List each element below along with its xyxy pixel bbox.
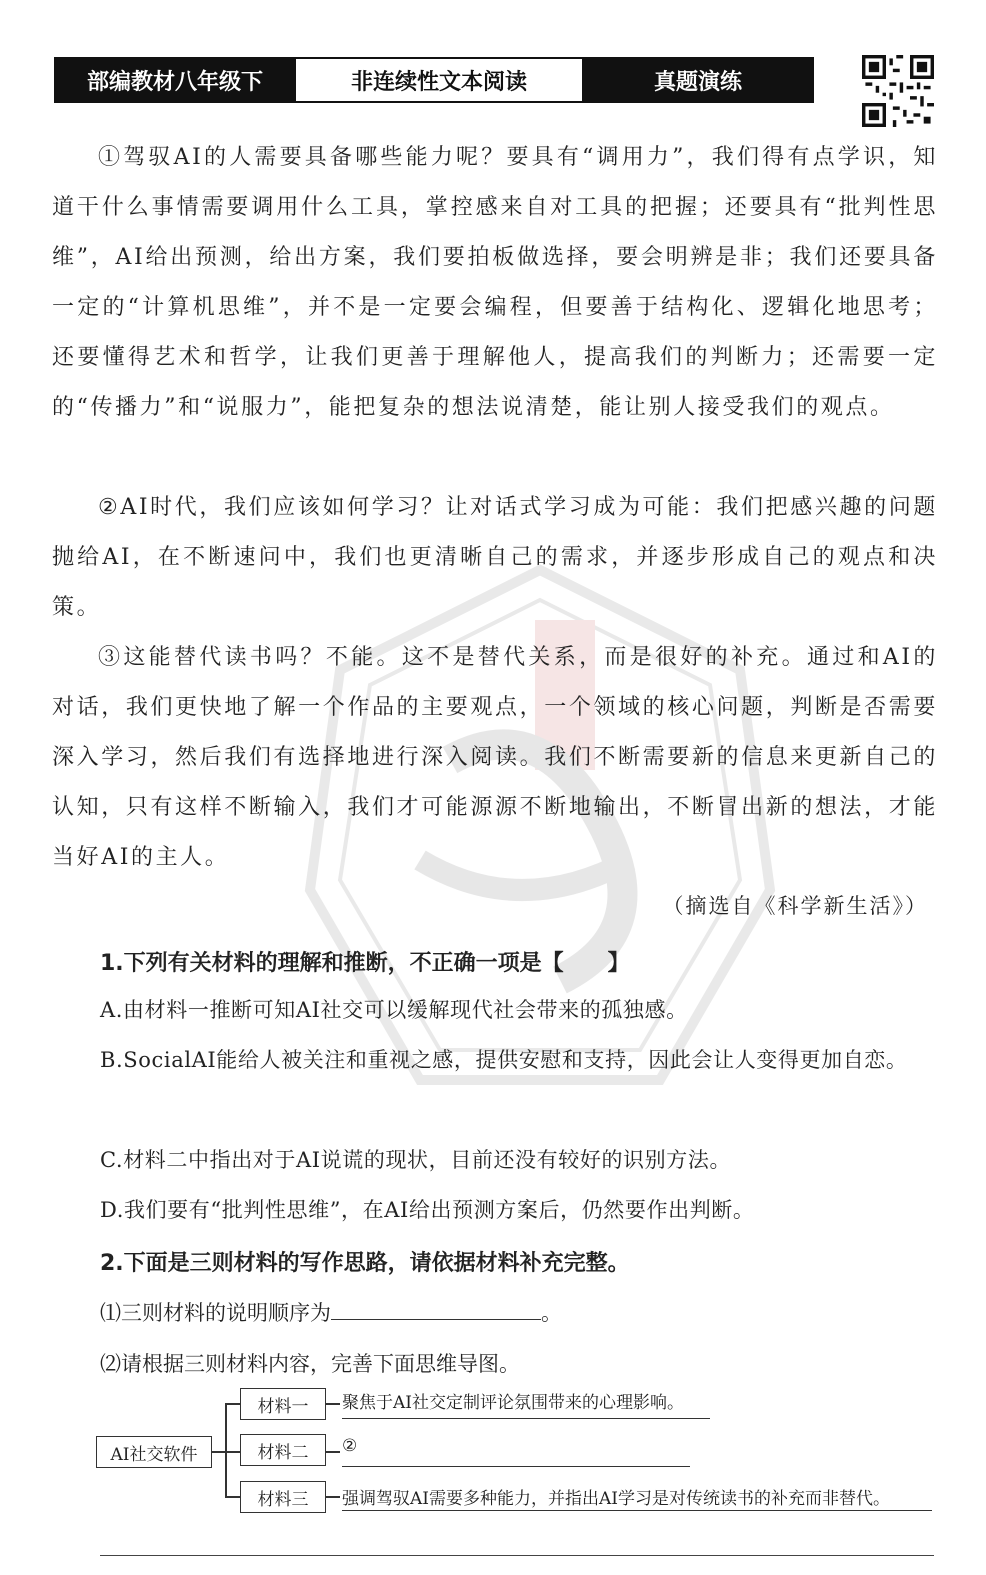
mindmap-connector (326, 1496, 340, 1498)
mindmap-text-2: ② (342, 1436, 358, 1456)
answer-blank[interactable] (331, 1299, 541, 1320)
question-2-part-2: ⑵请根据三则材料内容，完善下面思维导图。 (100, 1352, 520, 1376)
mindmap-connector (225, 1403, 240, 1405)
header-bar (54, 57, 814, 103)
mindmap-connector (326, 1403, 340, 1405)
option-d: D.我们要有“批判性思维”，在AI给出预测方案后，仍然要作出判断。 (100, 1198, 755, 1222)
mindmap-text-3: 强调驾驭AI需要多种能力，并指出AI学习是对传统读书的补充而非替代。 (342, 1489, 890, 1509)
passage-paragraph-2: ②AI时代，我们应该如何学习？让对话式学习成为可能：我们把感兴趣的问题抛给AI，在不断速问中，我们也更清晰自己的需求，并逐步形成自己的观点和决策。 (52, 495, 938, 620)
bottom-divider (100, 1555, 934, 1556)
header-section: 真题演练 (584, 59, 812, 101)
mindmap-root: AI社交软件 (96, 1436, 212, 1468)
part-1-period: 。 (541, 1301, 562, 1325)
underline (342, 1510, 932, 1511)
question-2-part-1 (100, 1297, 562, 1327)
source-citation: （摘选自《科学新生活》） (662, 894, 928, 918)
underline (342, 1418, 710, 1419)
mindmap-node-1: 材料一 (240, 1388, 326, 1420)
passage-paragraph-3: ③这能替代读书吗？不能。这不是替代关系，而是很好的补充。通过和AI的对话，我们更快地了解一个作品的主要观点，一个领域的核心问题，判断是否需要深入学习，然后我们有选择地进行深入阅读。我们不断需要新的信息来更新自己的认知，只有这样不断输入，我们才可能源源不断地输出，不断冒出新的想法，才能当好AI的主人。 (52, 645, 938, 870)
mindmap-connector (212, 1451, 226, 1453)
mindmap-node-3: 材料三 (240, 1481, 326, 1513)
part-1-prompt: ⑴三则材料的说明顺序为 (100, 1301, 331, 1325)
mindmap-connector (225, 1496, 240, 1498)
passage-paragraph-1: ①驾驭AI的人需要具备哪些能力呢？要具有“调用力”，我们得有点学识，知道干什么事情需要调用什么工具，掌控感来自对工具的把握；还要具有“批判性思维”，AI给出预测，给出方案，我们要拍板做选择，要会明辨是非；我们还要具备一定的“计算机思维”，并不是一定要会编程，但要善于结构化、逻辑化地思考；还要懂得艺术和哲学，让我们更善于理解他人，提高我们的判断力；还需要一定的“传播力”和“说服力”，能把复杂的想法说清楚，能让别人接受我们的观点。 (52, 145, 938, 420)
mindmap-node-2: 材料二 (240, 1434, 326, 1466)
mindmap-connector (225, 1403, 227, 1497)
header-grade: 部编教材八年级下 (56, 59, 294, 101)
mindmap-connector (225, 1451, 240, 1453)
qr-code-icon (862, 55, 934, 127)
answer-line[interactable] (342, 1466, 690, 1467)
option-c: C.材料二中指出对于AI说谎的现状，目前还没有较好的识别方法。 (100, 1148, 732, 1172)
question-2-title: 2.下面是三则材料的写作思路，请依据材料补充完整。 (100, 1251, 630, 1276)
mindmap-connector (326, 1451, 340, 1453)
header-topic: 非连续性文本阅读 (294, 59, 584, 101)
mindmap-text-1: 聚焦于AI社交定制评论氛围带来的心理影响。 (342, 1393, 684, 1413)
question-1-title: 1.下列有关材料的理解和推断，不正确一项是【 】 (100, 951, 630, 976)
option-a: A.由材料一推断可知AI社交可以缓解现代社会带来的孤独感。 (100, 998, 688, 1022)
option-b: B.SocialAI能给人被关注和重视之感，提供安慰和支持，因此会让人变得更加自恋。 (100, 1048, 908, 1072)
